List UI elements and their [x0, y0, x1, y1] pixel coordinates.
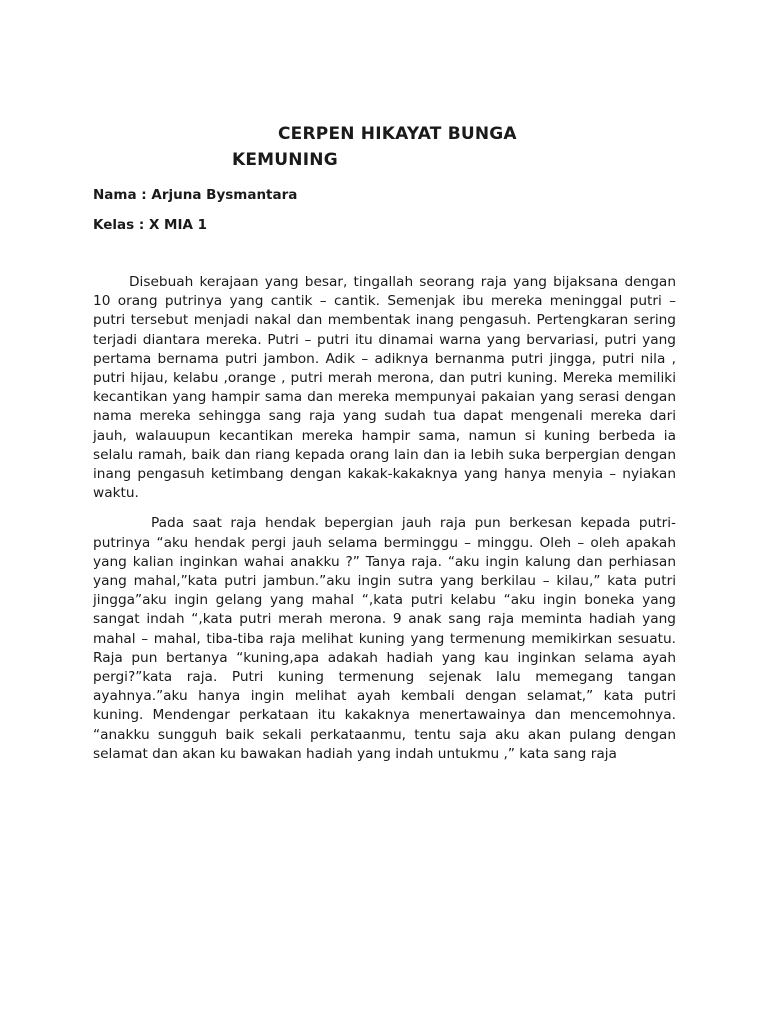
class-info: Kelas : X MIA 1: [93, 217, 208, 233]
title-line-2: KEMUNING: [232, 150, 338, 170]
author-name: Nama : Arjuna Bysmantara: [93, 187, 298, 203]
paragraph-2: Pada saat raja hendak bepergian jauh raja pun berkesan kepada putri-putrinya “aku hendak pergi jauh selama berminggu – minggu. Oleh – oleh apakah yang kalian inginkan wahai anakku ?” Tanya raja. “aku ingin kalung dan perhiasan yang mahal,”kata putri jambun.”aku ingin sutra yang berkilau – kilau,” kata putri jingga”aku ingin gelang yang mahal “,kata putri kelabu “aku ingin boneka yang sangat indah “,kata putri merah merona. 9 anak sang raja meminta hadiah yang mahal – mahal, tiba-tiba raja melihat kuning yang termenung memikirkan sesuatu. Raja pun bertanya “kuning,apa adakah hadiah yang kau inginkan selama ayah pergi?”kata raja. Putri kuning termenung sejenak lalu memegang tangan ayahnya.”aku hanya ingin melihat ayah kembali dengan selamat,” kata putri kuning. Mendengar perkataan itu kakaknya menertawainya dan mencemohnya. “anakku sungguh baik sekali perkataanmu, tentu saja aku akan pulang dengan selamat dan akan ku bawakan hadiah yang indah untukmu ,” kata sang raja: [93, 515, 676, 762]
title-line-1: CERPEN HIKAYAT BUNGA: [278, 124, 517, 144]
document-title: [232, 121, 652, 173]
paragraph-1: Disebuah kerajaan yang besar, tingallah seorang raja yang bijaksana dengan 10 orang putrinya yang cantik – cantik. Semenjak ibu mereka meninggal putri – putri tersebut menjadi nakal dan membentak inang pengasuh. Pertengkaran sering terjadi diantara mereka. Putri – putri itu dinamai warna yang bervariasi, putri yang pertama bernama putri jambon. Adik – adiknya bernanma putri jingga, putri nila , putri hijau, kelabu ,orange , putri merah merona, dan putri kuning. Mereka memiliki kecantikan yang hampir sama dan mereka mempunyai pakaian yang serasi dengan nama mereka sehingga sang raja yang sudah tua dapat mengenali mereka dari jauh, walauupun kecantikan mereka hampir sama, namun si kuning berbeda ia selalu ramah, baik dan riang kepada orang lain dan ia lebih suka berpergian dengan inang pengasuh ketimbang dengan kakak-kakaknya yang hanya menyia – nyiakan waktu.: [93, 274, 676, 502]
story-body: [93, 273, 676, 775]
